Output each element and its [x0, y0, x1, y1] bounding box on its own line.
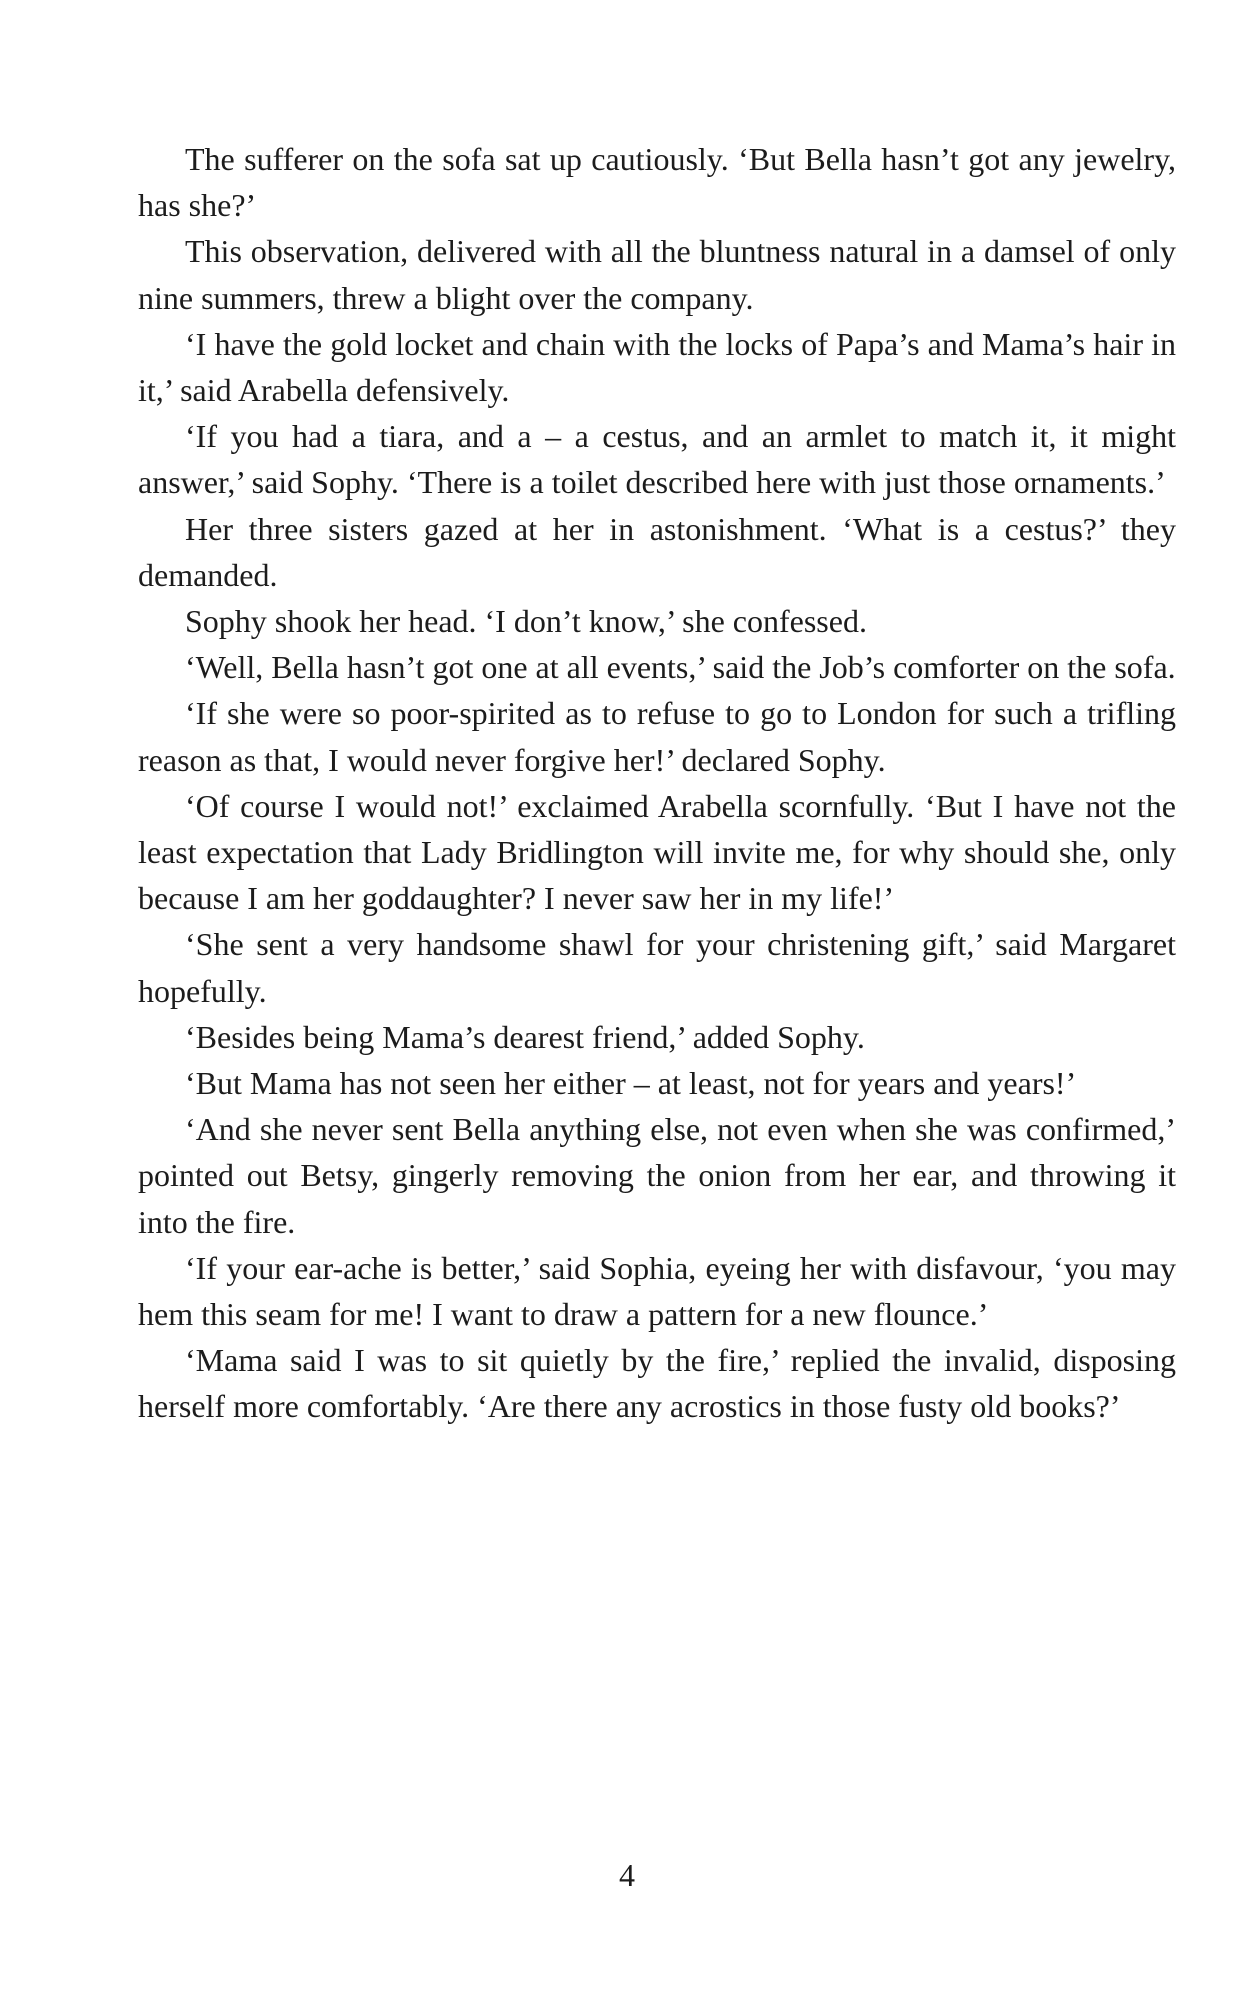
- paragraph: ‘Well, Bella hasn’t got one at all events,’ said the Job’s comforter on the sofa.: [185, 649, 1176, 686]
- paragraph: ‘Mama said I was to sit quietly by the fire,’ replied the invalid, disposing herself more comfortably. ‘Are there any acrostics in those fusty old books?’: [138, 1342, 1176, 1425]
- page-number: 4: [619, 1857, 635, 1893]
- paragraph: Sophy shook her head. ‘I don’t know,’ she confessed.: [185, 603, 867, 640]
- paragraph: ‘And she never sent Bella anything else, not even when she was confirmed,’ pointed out Betsy, gingerly removing the onion from her ear, and throwing it into the fire.: [138, 1111, 1176, 1240]
- paragraph: Her three sisters gazed at her in astonishment. ‘What is a cestus?’ they demanded.: [138, 510, 1176, 593]
- paragraph: ‘Besides being Mama’s dearest friend,’ added Sophy.: [185, 1018, 865, 1055]
- paragraph: The sufferer on the sofa sat up cautiously. ‘But Bella hasn’t got any jewelry, has she?’: [138, 141, 1176, 224]
- page-body: [138, 136, 1176, 1430]
- paragraph: This observation, delivered with all the bluntness natural in a damsel of only nine summers, threw a blight over the company.: [138, 233, 1176, 316]
- paragraph: ‘If you had a tiara, and a – a cestus, and an armlet to match it, it might answer,’ said Sophy. ‘There is a toilet described here with just those ornaments.’: [138, 418, 1176, 501]
- paragraph: ‘I have the gold locket and chain with the locks of Papa’s and Mama’s hair in it,’ said Arabella defensively.: [138, 325, 1176, 409]
- paragraph: ‘She sent a very handsome shawl for your christening gift,’ said Margaret hopefully.: [138, 926, 1176, 1009]
- paragraph: ‘Of course I would not!’ exclaimed Arabella scornfully. ‘But I have not the least expectation that Lady Bridlington will invite me, for why should she, only because I am her goddaughter? I never saw her in my life!’: [138, 787, 1176, 917]
- paragraph: ‘But Mama has not seen her either – at least, not for years and years!’: [185, 1065, 1077, 1102]
- paragraph: ‘If your ear-ache is better,’ said Sophia, eyeing her with disfavour, ‘you may hem this seam for me! I want to draw a pattern for a new flounce.’: [138, 1249, 1176, 1333]
- paragraph: ‘If she were so poor-spirited as to refuse to go to London for such a trifling reason as that, I would never forgive her!’ declared Sophy.: [138, 695, 1176, 778]
